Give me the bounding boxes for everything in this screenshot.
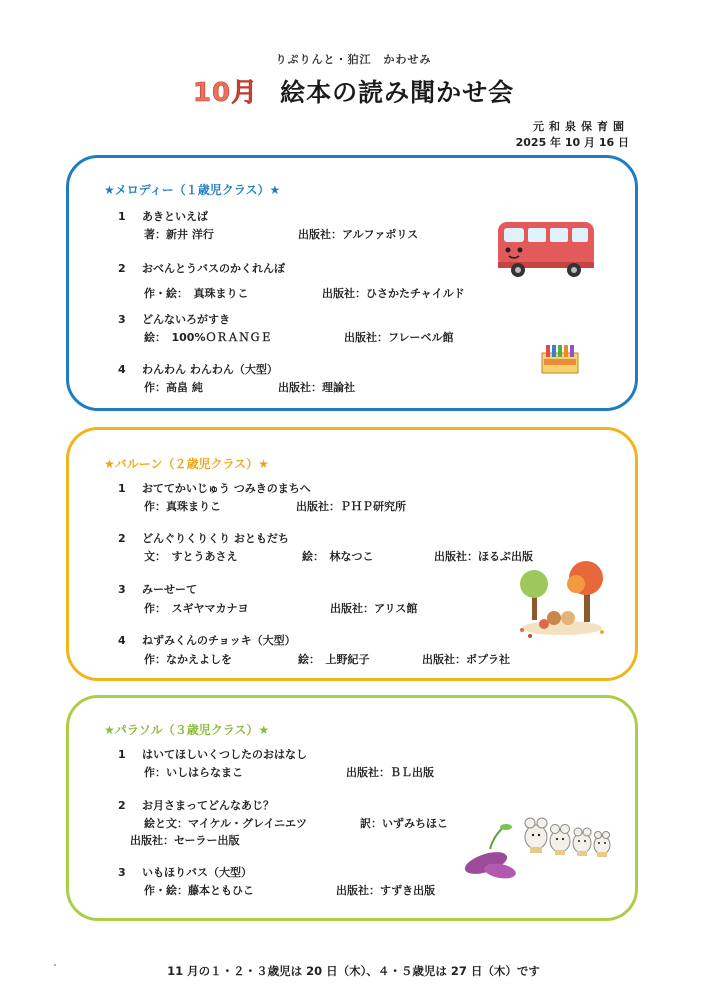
- book-credit: 絵： 林なつこ: [302, 550, 374, 563]
- organization-name: りぷりんと・狛江 かわせみ: [275, 53, 432, 66]
- book-credit: 作：いしはらなまこ: [144, 766, 243, 779]
- book-title: 3 いもほりバス（大型）: [118, 866, 252, 879]
- book-title: 2 お月さまってどんなあじ？: [118, 799, 274, 812]
- title-text: 絵本の読み聞かせ会: [280, 78, 515, 107]
- sweet-potato-mice-illustration: [460, 805, 622, 883]
- book-title: 4 わんわん わんわん（大型）: [118, 363, 278, 376]
- bus-illustration: [496, 218, 596, 280]
- book-title: 2 どんぐりくりくり おともだち: [118, 532, 289, 545]
- book-credit: 著：新井 洋行: [144, 228, 214, 241]
- book-publisher: 出版社：アルファポリス: [298, 228, 419, 241]
- book-credit: 作： スギヤマカナヨ: [144, 602, 249, 615]
- book-title: 3 みーせーて: [118, 583, 197, 596]
- book-publisher: 出版社：理論社: [278, 381, 355, 394]
- book-credit: 絵と文：マイケル・グレイニエツ: [144, 817, 308, 830]
- book-publisher: 出版社：ほるぷ出版: [434, 550, 533, 563]
- book-title: 3 どんないろがすき: [118, 313, 230, 326]
- section-title-parasol: ★パラソル（３歳児クラス）★: [104, 723, 270, 737]
- document-date: 2025 年 10 月 16 日: [515, 136, 629, 149]
- book-credit: 訳：いずみちほこ: [360, 817, 448, 830]
- footer-note: 11 月の１・２・３歳児は 20 日（木）、４・５歳児は 27 日（木）です: [167, 964, 540, 978]
- book-publisher: 出版社：フレーベル館: [344, 331, 454, 344]
- book-credit: 作：真珠まりこ: [144, 500, 221, 513]
- crayons-illustration: [538, 341, 582, 375]
- book-credit: 作：なかえよしを: [144, 653, 232, 666]
- book-credit: 作・絵：藤本ともひこ: [144, 884, 254, 897]
- book-publisher: 出版社：ＰＨＰ研究所: [296, 500, 406, 513]
- title-month: 10月: [192, 78, 259, 108]
- book-credit: 絵： 100%ＯＲＡＮＧＥ: [144, 331, 272, 344]
- book-title: 1 おててかいじゅう つみきのまちへ: [118, 482, 311, 495]
- book-publisher: 出版社：アリス館: [330, 602, 418, 615]
- book-publisher: 出版社：ＢＬ出版: [346, 766, 434, 779]
- section-title-melody: ★メロディー（１歳児クラス）★: [104, 183, 281, 197]
- book-publisher: 出版社：ひさかたチャイルド: [322, 287, 465, 300]
- book-title: 1 はいてほしいくつしたのおはなし: [118, 748, 307, 761]
- autumn-picnic-illustration: [514, 560, 610, 642]
- book-credit: 文： すとうあさえ: [144, 550, 238, 563]
- book-credit: 作：高畠 純: [144, 381, 203, 394]
- book-title: 1 あきといえば: [118, 210, 208, 223]
- book-credit: 作・絵： 真珠まりこ: [144, 287, 249, 300]
- book-publisher: 出版社：セーラー出版: [130, 834, 240, 847]
- page-title: [0, 72, 707, 109]
- book-publisher: 出版社：すずき出版: [336, 884, 436, 897]
- book-credit: 絵： 上野紀子: [298, 653, 370, 666]
- book-title: 4 ねずみくんのチョッキ（大型）: [118, 634, 296, 647]
- school-name: 元和泉保育園: [533, 120, 629, 133]
- book-publisher: 出版社：ポプラ社: [422, 653, 510, 666]
- section-title-balloon: ★バルーン（２歳児クラス）★: [104, 457, 269, 471]
- book-title: 2 おべんとうバスのかくれんぼ: [118, 262, 285, 275]
